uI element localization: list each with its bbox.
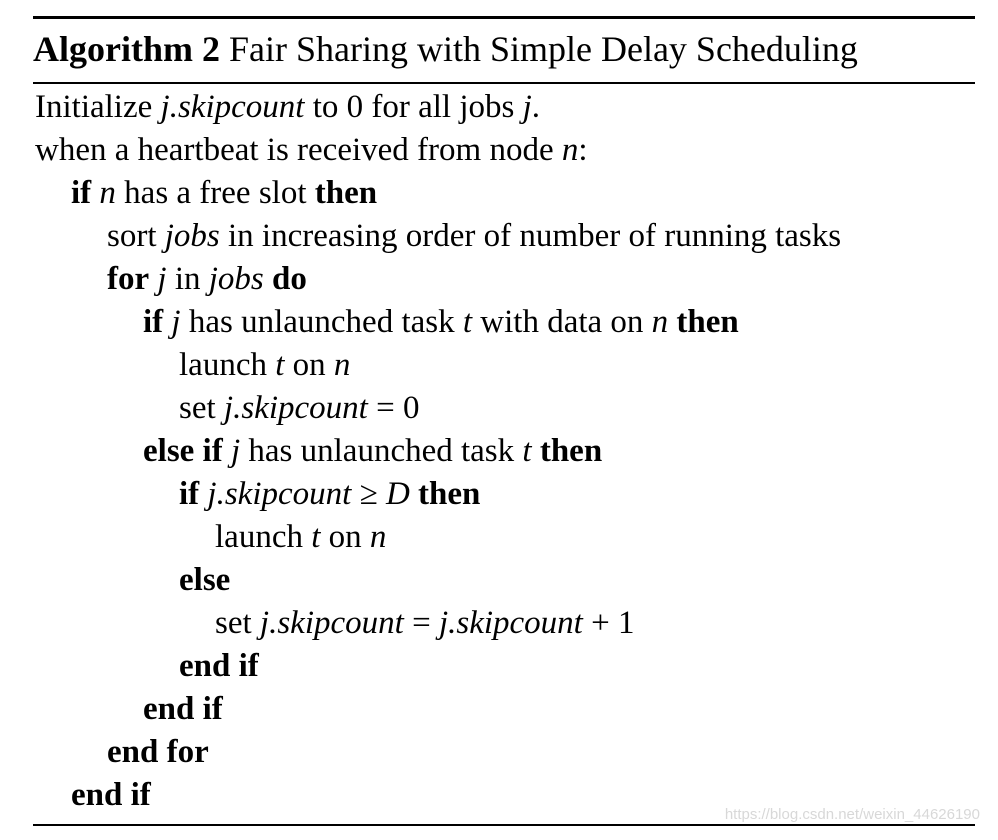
statement-text: when a heartbeat is received from node [35, 132, 562, 168]
math-variable: j [522, 89, 532, 125]
algo-line-launch-nonlocal [215, 517, 386, 557]
algo-line-reset-skipcount [179, 388, 419, 428]
statement-text: has unlaunched task [180, 304, 463, 340]
statement-text: + 1 [582, 605, 635, 641]
math-variable: n [561, 132, 579, 168]
algo-line-end-if-task [143, 689, 223, 729]
keyword: if [71, 175, 92, 211]
math-variable: jobs [208, 261, 264, 297]
statement-text: has unlaunched task [240, 433, 523, 469]
keyword: end if [179, 648, 259, 684]
algo-line-end-if-inner [179, 646, 259, 686]
algo-line-init [35, 87, 540, 127]
statement-text: : [578, 132, 588, 168]
keyword: for [107, 261, 150, 297]
math-variable: D [385, 476, 410, 512]
statement-text: = [403, 605, 439, 641]
algo-line-launch-local [179, 345, 350, 385]
math-variable: j [171, 304, 181, 340]
statement-text: has a free slot [115, 175, 315, 211]
math-variable: j.skipcount [207, 476, 352, 512]
math-variable: j [157, 261, 167, 297]
statement-text: on [284, 347, 334, 383]
math-variable: j.skipcount [438, 605, 583, 641]
algo-line-end-if-slot [71, 775, 151, 815]
algo-line-for-jobs [107, 259, 307, 299]
statement-text: to 0 for all jobs [304, 89, 523, 125]
statement-text: in [166, 261, 209, 297]
keyword: if [179, 476, 200, 512]
statement-text [264, 261, 272, 297]
statement-text: . [531, 89, 541, 125]
statement-text: sort [107, 218, 165, 254]
math-variable: j.skipcount [259, 605, 404, 641]
algo-line-increment-skipcount [215, 603, 634, 643]
algorithm-title: Fair Sharing with Simple Delay Scheduling [228, 29, 858, 69]
keyword: else if [143, 433, 223, 469]
algorithm-caption [33, 25, 858, 73]
math-variable: t [522, 433, 532, 469]
math-variable: n [333, 347, 351, 383]
math-variable: n [651, 304, 669, 340]
statement-text: on [320, 519, 370, 555]
top-rule [33, 16, 975, 19]
keyword: do [272, 261, 307, 297]
algo-line-end-for [107, 732, 209, 772]
math-variable: t [462, 304, 473, 340]
keyword: then [539, 433, 603, 469]
statement-text: launch [215, 519, 312, 555]
math-variable: t [275, 347, 285, 383]
math-variable: j.skipcount [223, 390, 368, 426]
algo-line-if-skipcount-ge-d [179, 474, 480, 514]
statement-text [410, 476, 418, 512]
statement-text: in increasing order of number of running tasks [219, 218, 842, 254]
math-variable: j [230, 433, 241, 469]
statement-text: set [179, 390, 224, 426]
watermark: https://blog.csdn.net/weixin_44626190 [724, 806, 980, 823]
math-variable: jobs [164, 218, 220, 254]
statement-text: set [215, 605, 260, 641]
math-variable: j.skipcount [160, 89, 305, 125]
algo-line-else-if-task [143, 431, 602, 471]
keyword: end if [71, 777, 151, 813]
keyword: else [179, 562, 231, 598]
keyword: then [314, 175, 378, 211]
keyword: then [676, 304, 739, 340]
caption-rule [33, 82, 975, 84]
algorithm-label: Algorithm 2 [33, 29, 220, 69]
algo-line-heartbeat [35, 130, 588, 170]
math-variable: t [311, 519, 321, 555]
statement-text: with data on [472, 304, 652, 340]
statement-text [532, 433, 540, 469]
statement-text: = 0 [367, 390, 420, 426]
algo-line-if-free-slot [71, 173, 377, 213]
algo-line-sort-jobs [107, 216, 841, 256]
keyword: end for [107, 734, 209, 770]
statement-text: launch [179, 347, 276, 383]
algo-line-if-local-task [143, 302, 739, 342]
keyword: end if [143, 691, 223, 727]
algo-line-else [179, 560, 230, 600]
statement-text [223, 433, 231, 469]
statement-text: Initialize [35, 89, 161, 125]
math-variable: n [99, 175, 116, 211]
bottom-rule [33, 824, 975, 826]
keyword: if [143, 304, 164, 340]
math-variable: n [369, 519, 387, 555]
statement-text: ≥ [351, 476, 386, 512]
keyword: then [418, 476, 481, 512]
